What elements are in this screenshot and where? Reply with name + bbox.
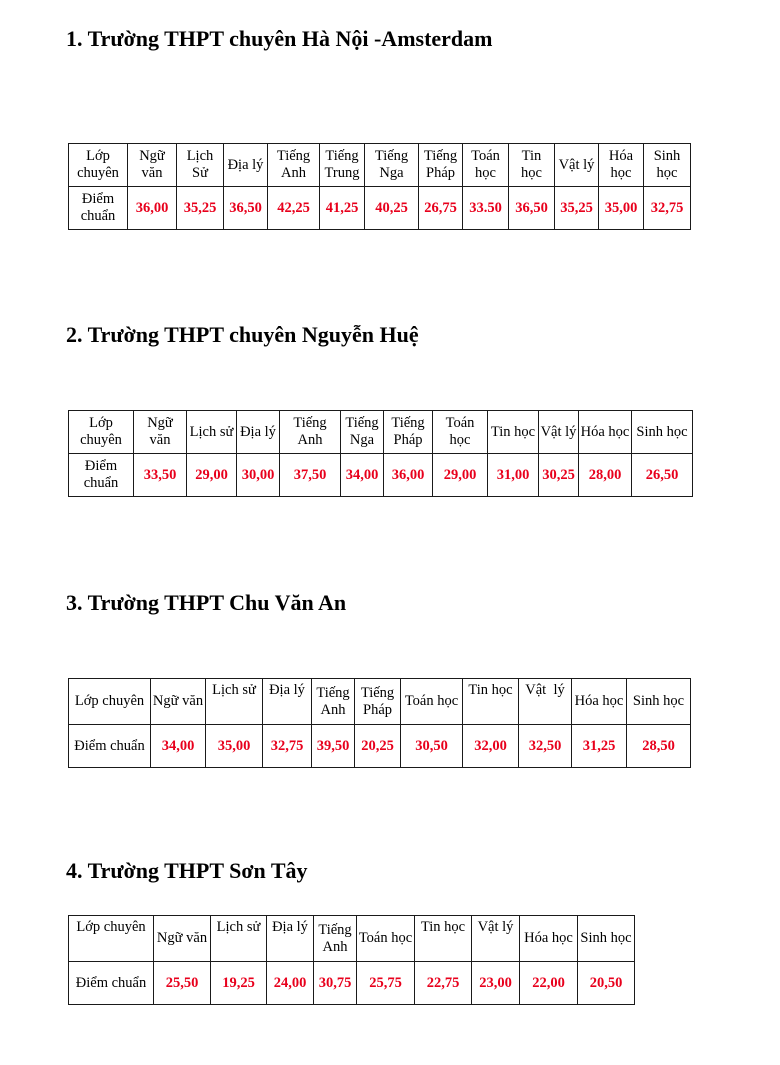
score-cell: 20,50 <box>578 962 635 1005</box>
row-label-header: Lớp chuyên <box>69 144 128 187</box>
score-cell: 34,00 <box>341 454 384 497</box>
column-header: Vật lý <box>555 144 599 187</box>
column-header: Lịch sử <box>211 916 267 962</box>
score-cell: 30,75 <box>314 962 357 1005</box>
score-cell: 33,50 <box>134 454 187 497</box>
column-header: Địa lý <box>263 679 312 725</box>
column-header: Lịch Sử <box>177 144 224 187</box>
column-header: Địa lý <box>224 144 268 187</box>
table-score-row <box>69 962 635 1005</box>
column-header: Sinh học <box>632 411 693 454</box>
row-label-values: Điểm chuẩn <box>69 962 154 1005</box>
column-header: Tiếng Anh <box>280 411 341 454</box>
column-header: Tiếng Trung <box>320 144 365 187</box>
column-header: Vật lý <box>519 679 572 725</box>
score-cell: 20,25 <box>355 725 401 768</box>
column-header: Tiếng Nga <box>365 144 419 187</box>
score-cell: 31,00 <box>488 454 539 497</box>
row-label-values: Điểm chuẩn <box>69 725 151 768</box>
table-header-row <box>69 916 635 962</box>
score-cell: 40,25 <box>365 187 419 230</box>
score-cell: 30,25 <box>539 454 579 497</box>
column-header: Sinh học <box>627 679 691 725</box>
column-header: Ngữ văn <box>128 144 177 187</box>
column-header: Toán học <box>401 679 463 725</box>
column-header: Địa lý <box>267 916 314 962</box>
column-header: Hóa học <box>599 144 644 187</box>
column-header: Tiếng Anh <box>268 144 320 187</box>
score-cell: 26,75 <box>419 187 463 230</box>
table-score-row <box>69 187 691 230</box>
score-cell: 32,75 <box>644 187 691 230</box>
table-header-row <box>69 411 693 454</box>
row-label-header: Lớp chuyên <box>69 679 151 725</box>
score-cell: 29,00 <box>433 454 488 497</box>
column-header: Vật lý <box>472 916 520 962</box>
column-header: Ngữ văn <box>151 679 206 725</box>
score-cell: 31,25 <box>572 725 627 768</box>
column-header: Sinh học <box>644 144 691 187</box>
column-header: Sinh học <box>578 916 635 962</box>
column-header: Tin học <box>509 144 555 187</box>
column-header: Địa lý <box>237 411 280 454</box>
score-cell: 36,00 <box>128 187 177 230</box>
column-header: Tin học <box>488 411 539 454</box>
score-cell: 35,25 <box>555 187 599 230</box>
column-header: Hóa học <box>579 411 632 454</box>
row-label-header: Lớp chuyên <box>69 916 154 962</box>
score-cell: 23,00 <box>472 962 520 1005</box>
score-cell: 34,00 <box>151 725 206 768</box>
score-cell: 36,50 <box>224 187 268 230</box>
score-cell: 36,00 <box>384 454 433 497</box>
section-title: 1. Trường THPT chuyên Hà Nội -Amsterdam <box>66 26 493 51</box>
cutoff-score-table <box>68 410 693 497</box>
row-label-values: Điểm chuẩn <box>69 187 128 230</box>
column-header: Toán học <box>433 411 488 454</box>
score-cell: 36,50 <box>509 187 555 230</box>
table-header-row <box>69 679 691 725</box>
score-cell: 35,00 <box>206 725 263 768</box>
cutoff-score-table <box>68 915 635 1005</box>
column-header: Toán học <box>357 916 415 962</box>
table-score-row <box>69 725 691 768</box>
score-cell: 25,50 <box>154 962 211 1005</box>
score-cell: 26,50 <box>632 454 693 497</box>
score-cell: 35,25 <box>177 187 224 230</box>
score-cell: 24,00 <box>267 962 314 1005</box>
score-cell: 32,75 <box>263 725 312 768</box>
row-label-header: Lớp chuyên <box>69 411 134 454</box>
score-cell: 25,75 <box>357 962 415 1005</box>
cutoff-score-table <box>68 143 691 230</box>
score-cell: 28,00 <box>579 454 632 497</box>
column-header: Hóa học <box>572 679 627 725</box>
score-cell: 33.50 <box>463 187 509 230</box>
score-cell: 39,50 <box>312 725 355 768</box>
column-header: Tiếng Anh <box>312 679 355 725</box>
score-cell: 32,00 <box>463 725 519 768</box>
column-header: Tiếng Pháp <box>419 144 463 187</box>
column-header: Toán học <box>463 144 509 187</box>
column-header: Tiếng Pháp <box>355 679 401 725</box>
score-cell: 19,25 <box>211 962 267 1005</box>
score-cell: 28,50 <box>627 725 691 768</box>
column-header: Tin học <box>463 679 519 725</box>
column-header: Tin học <box>415 916 472 962</box>
section-title: 4. Trường THPT Sơn Tây <box>66 858 308 883</box>
score-cell: 29,00 <box>187 454 237 497</box>
score-cell: 35,00 <box>599 187 644 230</box>
table-score-row <box>69 454 693 497</box>
column-header: Ngữ văn <box>134 411 187 454</box>
column-header: Tiếng Pháp <box>384 411 433 454</box>
column-header: Ngữ văn <box>154 916 211 962</box>
score-cell: 37,50 <box>280 454 341 497</box>
score-cell: 22,00 <box>520 962 578 1005</box>
column-header: Hóa học <box>520 916 578 962</box>
table-header-row <box>69 144 691 187</box>
column-header: Tiếng Anh <box>314 916 357 962</box>
score-cell: 30,00 <box>237 454 280 497</box>
section-title: 3. Trường THPT Chu Văn An <box>66 590 347 615</box>
score-cell: 41,25 <box>320 187 365 230</box>
score-cell: 30,50 <box>401 725 463 768</box>
column-header: Lịch sử <box>206 679 263 725</box>
column-header: Tiếng Nga <box>341 411 384 454</box>
cutoff-score-table <box>68 678 691 768</box>
score-cell: 22,75 <box>415 962 472 1005</box>
score-cell: 42,25 <box>268 187 320 230</box>
section-title: 2. Trường THPT chuyên Nguyễn Huệ <box>66 322 419 347</box>
column-header: Lịch sử <box>187 411 237 454</box>
column-header: Vật lý <box>539 411 579 454</box>
score-cell: 32,50 <box>519 725 572 768</box>
row-label-values: Điểm chuẩn <box>69 454 134 497</box>
